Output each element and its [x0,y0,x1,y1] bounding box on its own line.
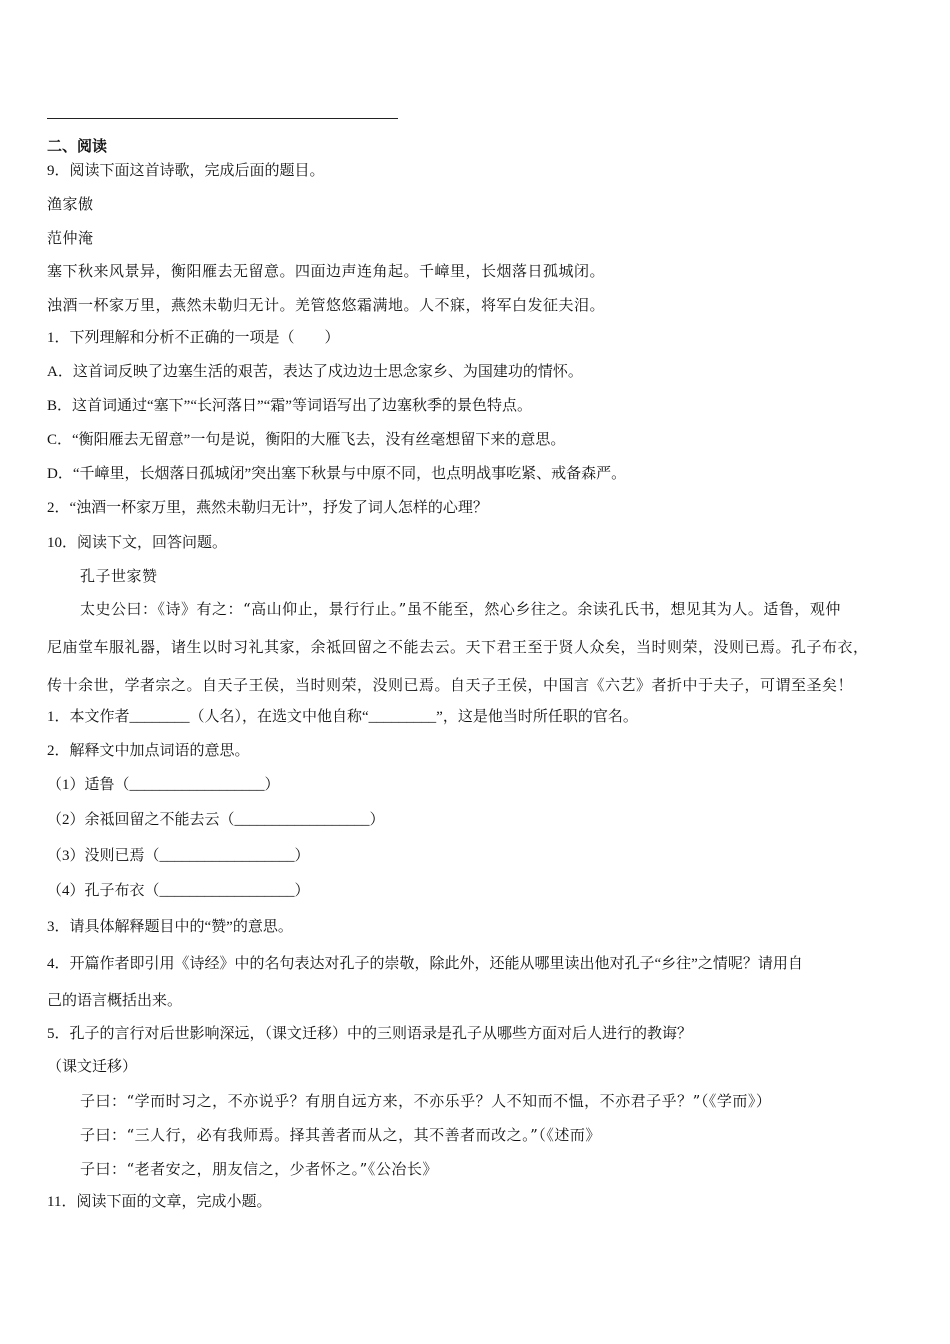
quote-2: 子曰：“三人行，必有我师焉。择其善者而从之，其不善者而改之。”（《述而》 [80,1126,601,1144]
q9-option-c: C．“衡阳雁去无留意”一句是说，衡阳的大雁飞去，没有丝毫想留下来的意思。 [47,432,566,448]
quote-1: 子曰：“学而时习之，不亦说乎？有朋自远方来，不亦乐乎？人不知而不愠，不亦君子乎？”（《学而》） [80,1092,772,1110]
q10-item-3: （3）没则已焉（__________________） [47,848,310,864]
q10-item-2: （2）余祗回留之不能去云（__________________） [47,812,385,828]
top-divider [47,118,398,119]
poem-title: 渔家傲 [47,195,94,213]
text-title: 孔子世家赞 [80,567,158,585]
passage-line-3: 传十余世，学者宗之。自天子王侯，当时则荣，没则已焉。自天子王侯，中国言《六艺》者折中于夫子，可谓至圣矣！ [47,676,854,694]
q9-option-a: A．这首词反映了边塞生活的艰苦，表达了戍边边士思念家乡、为国建功的情怀。 [47,364,583,380]
q10-sub1: 1．本文作者________（人名），在选文中他自称“_________”，这是他当时所任职的官名。 [47,709,638,725]
q10-sub3: 3．请具体解释题目中的“赞”的意思。 [47,919,293,935]
q10-prompt: 10．阅读下文，回答问题。 [47,535,228,551]
q10-sub4-line-2: 己的语言概括出来。 [47,993,183,1009]
poem-line-2: 浊酒一杯家万里，燕然未勒归无计。羌管悠悠霜满地。人不寐，将军白发征夫泪。 [47,296,606,314]
q9-prompt: 9．阅读下面这首诗歌，完成后面的题目。 [47,163,325,179]
q10-sub5: 5．孔子的言行对后世影响深远，（课文迁移）中的三则语录是孔子从哪些方面对后人进行的教诲？ [47,1026,693,1042]
q9-option-d: D．“千嶂里，长烟落日孤城闭”突出塞下秋景与中原不同，也点明战事吃紧、戒备森严。 [47,466,627,482]
q10-sub4-line-1: 4．开篇作者即引用《诗经》中的名句表达对孔子的崇敬，除此外，还能从哪里读出他对孔子“乡往”之情呢？请用自 [47,956,803,972]
q10-item-1: （1）适鲁（__________________） [47,777,280,793]
transfer-label: （课文迁移） [47,1059,138,1075]
q9-sub2: 2．“浊酒一杯家万里，燕然未勒归无计”，抒发了词人怎样的心理？ [47,500,488,516]
poem-line-1: 塞下秋来风景异，衡阳雁去无留意。四面边声连角起。千嶂里，长烟落日孤城闭。 [47,262,606,280]
passage-line-2: 尼庙堂车服礼器，诸生以时习礼其家，余祗回留之不能去云。天下君王至于贤人众矣，当时则荣，没则已焉。孔子布衣， [47,638,869,656]
q11-prompt: 11．阅读下面的文章，完成小题。 [47,1194,272,1210]
q10-item-4: （4）孔子布衣（__________________） [47,883,310,899]
poem-author: 范仲淹 [47,229,94,247]
q10-sub2: 2．解释文中加点词语的意思。 [47,743,250,759]
q9-option-b: B．这首词通过“塞下”“长河落日”“霜”等词语写出了边塞秋季的景色特点。 [47,398,532,414]
quote-3: 子曰：“老者安之，朋友信之，少者怀之。”《公冶长》 [80,1160,438,1178]
section-title: 二、阅读 [47,139,108,155]
passage-line-1: 太史公曰：《诗》有之：“高山仰止，景行行止。”虽不能至，然心乡往之。余读孔氏书，想见其为人。适鲁，观仲 [80,600,841,618]
q9-sub1: 1．下列理解和分析不正确的一项是（ ） [47,330,340,346]
